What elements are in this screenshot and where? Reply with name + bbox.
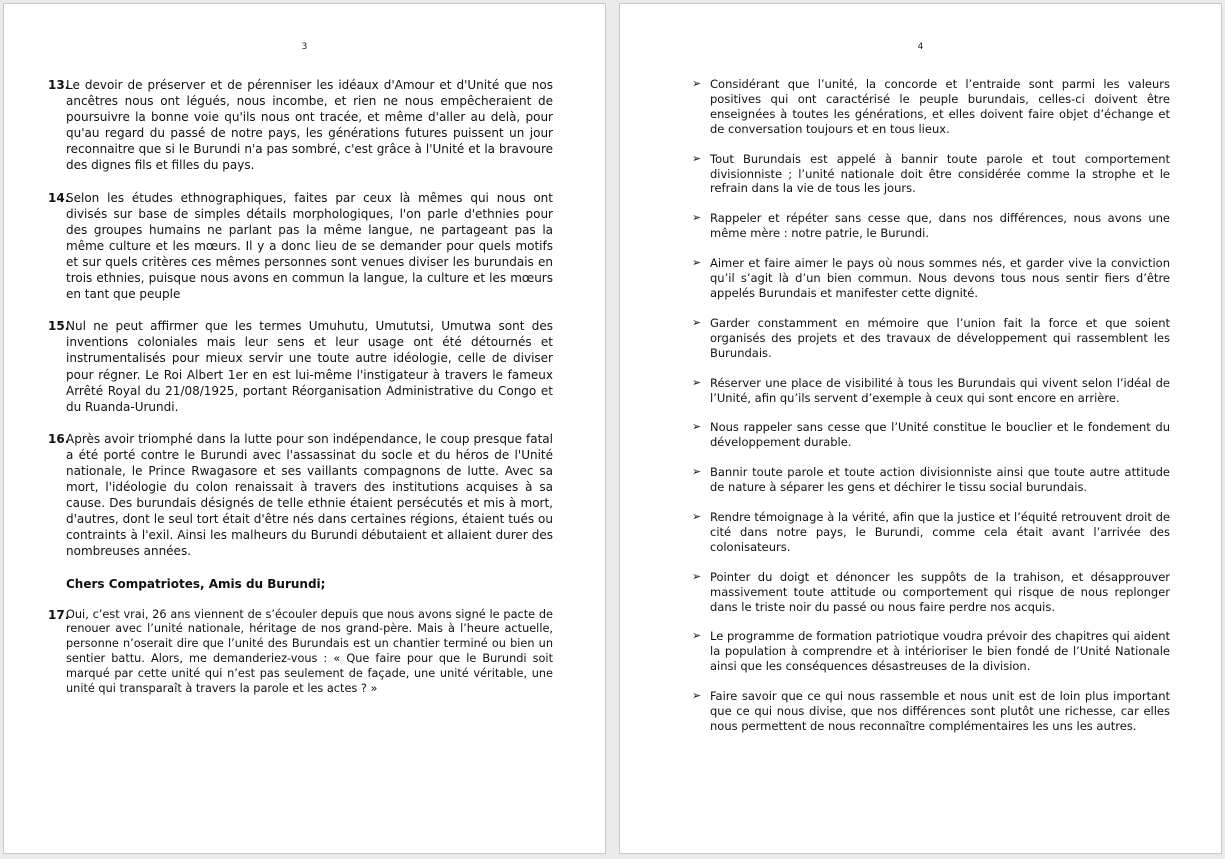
bullet-text: Aimer et faire aimer le pays où nous sommes nés, et garder vive la conviction qu’il s’agit là d’un bien commun. Nous devons tous nous sentir fiers d’être appelés Burundais et manifester cette dignité. [710, 256, 1170, 300]
bullet-item [692, 152, 1170, 197]
bullet-item [692, 570, 1170, 615]
arrow-bullet-icon: ➢ [692, 211, 702, 225]
arrow-bullet-icon: ➢ [692, 689, 702, 703]
bullet-item [692, 376, 1170, 406]
paragraph-16 [48, 431, 553, 560]
bullet-text: Le programme de formation patriotique voudra prévoir des chapitres qui aident la population à comprendre et à intérioriser le bien fondé de l’Unité Nationale ainsi que les conséquences désastreuses de la division. [710, 629, 1170, 674]
page-number: 3 [301, 42, 308, 52]
salutation-heading: Chers Compatriotes, Amis du Burundi; [66, 576, 326, 591]
paragraph-text: Oui, c’est vrai, 26 ans viennent de s’écouler depuis que nous avons signé le pacte de renouer avec l’unité nationale, héritage de nos grand-père. Mais à l’heure actuelle, personne n’oserait dire que l’unité des Burundais est un chantier terminé ou bien un sentier battu. Alors, me demanderiez-vous : « Que faire pour que le Burundi soit marqué par cette unité qui n’est pas seulement de façade, une unité véritable, une unité qui transparaît à travers la parole et les actes ? » [66, 607, 553, 695]
bullet-item [692, 77, 1170, 137]
bullet-text: Bannir toute parole et toute action divisionniste ainsi que toute autre attitude de nature à séparer les gens et déchirer le tissu social burundais. [710, 465, 1170, 495]
arrow-bullet-icon: ➢ [692, 510, 702, 524]
paragraph-text: Le devoir de préserver et de pérenniser les idéaux d'Amour et d'Unité que nos ancêtres nous ont légués, nous incombe, et rien ne nous empêcheraient de poursuivre la bonne voie qu'ils nous ont tracée, et même d'aller au delà, pour qu'au regard du passé de notre pays, les générations futures puissent un jour reconnaitre que si le Burundi n'a pas sombré, c'est grâce à l'Unité et la bravoure des dignes fils et filles du pays. [66, 78, 553, 173]
paragraph-15 [48, 318, 553, 415]
bullet-text: Nous rappeler sans cesse que l’Unité constitue le bouclier et le fondement du développement durable. [710, 420, 1170, 450]
page-content [692, 77, 1170, 734]
paragraph-text: Nul ne peut affirmer que les termes Umuhutu, Umututsi, Umutwa sont des inventions coloniales mais leur sens et leur usage ont été détournés et instrumentalisés pour mieux servir une toute autre idéologie, celle de diviser pour régner. Le Roi Albert 1er en est lui-même l'instigateur à travers le fameux Arrêté Royal du 21/08/1925, portant Réorganisation Administrative du Congo et du Ruanda-Urundi. [66, 319, 553, 414]
bullet-text: Considérant que l’unité, la concorde et l’entraide sont parmi les valeurs positives qui ont caractérisé le peuple burundais, celles-ci doivent être enseignées à toutes les générations, et elles doivent faire objet d’échange et de conversation toujours et en tous lieux. [710, 77, 1170, 136]
bullet-item [692, 465, 1170, 495]
document-page-right [619, 3, 1222, 854]
bullet-text: Rappeler et répéter sans cesse que, dans nos différences, nous avons une même mère : notre patrie, le Burundi. [710, 211, 1170, 241]
arrow-bullet-icon: ➢ [692, 77, 702, 90]
paragraph-13 [48, 77, 553, 174]
document-page-left [3, 3, 606, 854]
paragraph-number: 14. [48, 190, 70, 205]
paragraph-number: 15. [48, 319, 70, 334]
bullet-text: Tout Burundais est appelé à bannir toute parole et tout comportement divisionniste ; l’unité nationale doit être considérée comme la strophe et le refrain dans la vie de tous les jours. [710, 151, 1170, 196]
arrow-bullet-icon: ➢ [692, 569, 702, 583]
bullet-item [692, 211, 1170, 241]
bullet-text: Réserver une place de visibilité à tous les Burundais qui vivent selon l’idéal de l’Unité, afin qu’ils servent d’exemple à ceux qui sont encore en arrière. [710, 375, 1170, 405]
page-number: 4 [917, 42, 924, 52]
paragraph-number: 13. [48, 78, 70, 92]
arrow-bullet-icon: ➢ [692, 315, 702, 329]
bullet-text: Rendre témoignage à la vérité, afin que la justice et l’équité retrouvent droit de cité dans notre pays, le Burundi, comme cela était avant l’arrivée des colonisateurs. [710, 510, 1170, 554]
paragraph-text: Selon les études ethnographiques, faites par ceux là mêmes qui nous ont divisés sur base de simples détails morphologiques, l'on parle d'ethnies pour des groupes humains ne parlant pas la même langue, ne partageant pas la même culture et les mœurs. Il y a donc lieu de se demander pour quels motifs et sur quels critères ces mêmes personnes sont venues diviser les burundais en trois ethnies, puisque nous avons en commun la langue, la culture et les mœurs en tant que peuple [66, 190, 553, 302]
paragraph-number: 16. [48, 431, 70, 446]
arrow-bullet-icon: ➢ [692, 629, 702, 643]
paragraph-number: 17. [48, 607, 70, 622]
bullet-item [692, 689, 1170, 734]
arrow-bullet-icon: ➢ [692, 465, 702, 479]
arrow-bullet-icon: ➢ [692, 420, 702, 434]
bullet-text: Pointer du doigt et dénoncer les suppôts de la trahison, et désapprouver massivement toute attitude ou comportement qui risque de nous replonger dans le triste noir du passé ou nous faire perdre nos acquis. [710, 569, 1170, 614]
bullet-item [692, 629, 1170, 674]
paragraph-text: Après avoir triomphé dans la lutte pour son indépendance, le coup presque fatal a été porté contre le Burundi avec l'assassinat du socle et du héros de l'Unité nationale, le Prince Rwagasore et ses vaillants compagnons de lutte. Avec sa mort, l'idéologie du colon renaissait à travers des institutions acquises à sa cause. Des burundais désignés de telle ethnie étaient persécutés et mis à mort, d'autres, dont le seul tort était d'être nés dans certaines régions, étaient tués ou contraints à l'exil. Ainsi les malheurs du Burundi débutaient et allaient durer des nombreuses années. [66, 431, 553, 559]
arrow-bullet-icon: ➢ [692, 151, 702, 165]
bullet-item [692, 256, 1170, 301]
paragraph-17 [48, 608, 553, 697]
arrow-bullet-icon: ➢ [692, 375, 702, 389]
bullet-item [692, 316, 1170, 361]
paragraph-14 [48, 190, 553, 303]
bullet-item [692, 510, 1170, 555]
bullet-item [692, 420, 1170, 450]
bullet-text: Faire savoir que ce qui nous rassemble et nous unit est de loin plus important que ce qui nous divise, que nos différences sont plutôt une richesse, car elles nous permettent de nous reconnaître complémentaires les uns les autres. [710, 689, 1170, 733]
bullet-text: Garder constamment en mémoire que l’union fait la force et que soient organisés des projets et des travaux de développement qui rassemblent les Burundais. [710, 315, 1170, 360]
arrow-bullet-icon: ➢ [692, 256, 702, 270]
page-content [48, 77, 553, 696]
